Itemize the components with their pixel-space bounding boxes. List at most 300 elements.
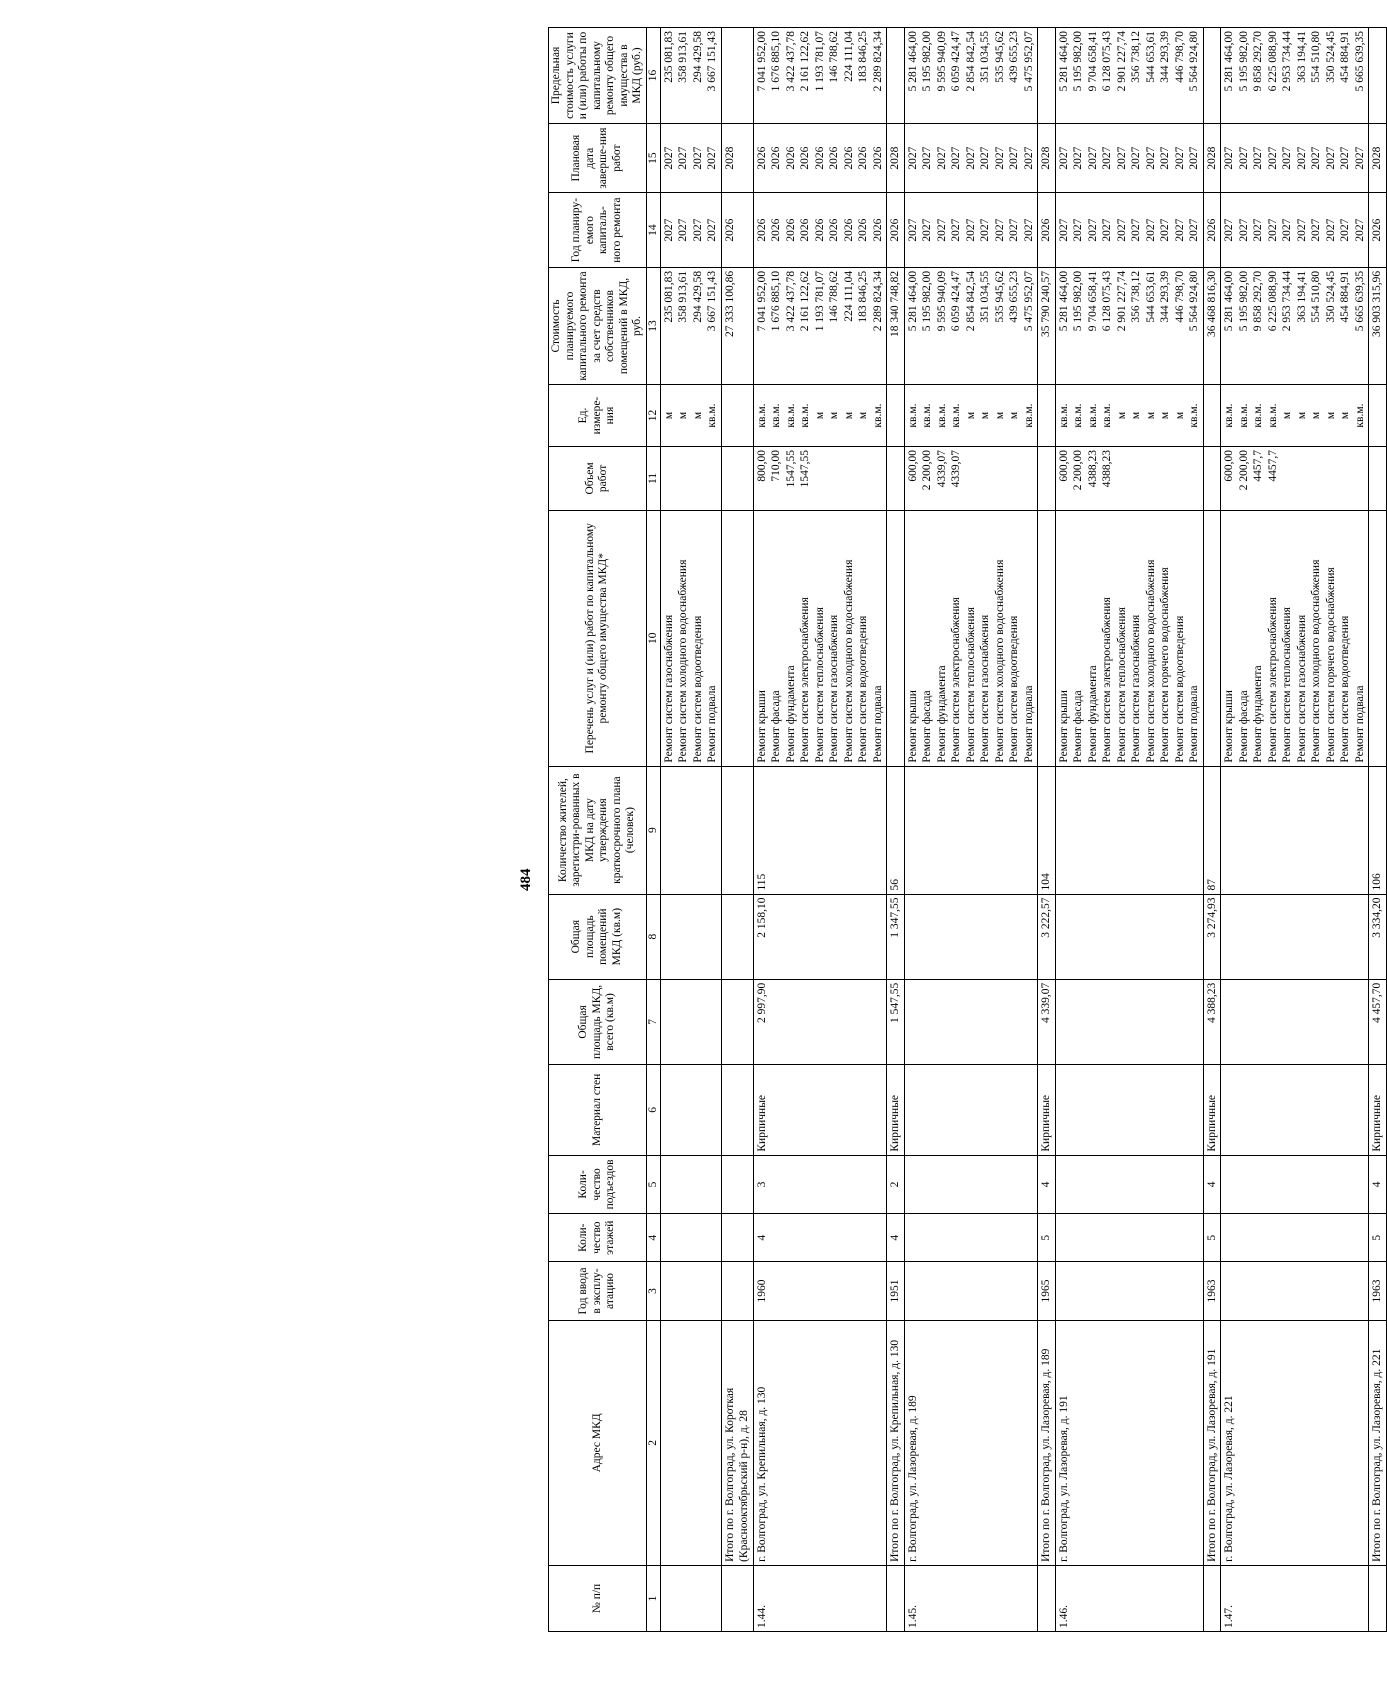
cell-line: Ремонт систем холодного водоснабжения: [1144, 559, 1157, 763]
cell-line: 183 846,25: [857, 270, 869, 323]
year-list: [753, 193, 887, 268]
cell-line: 6 128 075,43: [1101, 270, 1113, 332]
cell-line: м: [964, 411, 977, 420]
cell-line: Ремонт систем электроснабжения: [1101, 597, 1113, 763]
header-cell: № п/п: [549, 1565, 647, 1631]
cell-line: 2027: [921, 146, 933, 170]
cell-line: Ремонт крыши: [1057, 690, 1070, 763]
cell-line: 3 667 151,43: [706, 31, 718, 92]
cell-line: 2027: [677, 146, 689, 170]
cell-line: кв.м.: [1086, 403, 1099, 428]
cell-line: [978, 450, 993, 507]
cell-line: 5 281 464,00: [906, 31, 919, 92]
total-label: Итого по г. Волгоград, ул. Короткая (Краснооктябрьский р-н), д. 28: [721, 1320, 753, 1565]
cell-line: 2027: [1022, 218, 1035, 242]
cell-line: 2 161 122,62: [799, 270, 811, 332]
cost-list: [1055, 267, 1203, 384]
cell-line: [1187, 450, 1202, 507]
cell-line: 2 200,00: [921, 449, 933, 491]
header-cell: Количество жителей, зарегистри-рованных в МКД на дату утверждения краткосрочного плана (человек): [549, 766, 647, 894]
cell-line: 2027: [1339, 146, 1351, 170]
cell-line: 5 281 464,00: [1057, 31, 1070, 92]
cell-line: Ремонт подвала: [1188, 685, 1200, 763]
cell-line: 183 846,25: [857, 31, 869, 83]
volume-list: [1055, 446, 1203, 510]
cell-line: 454 884,91: [1339, 31, 1351, 83]
cell-line: кв.м.: [784, 403, 797, 428]
cell-line: 5 281 464,00: [1223, 31, 1235, 92]
cell-line: 9 858 292,70: [1252, 31, 1264, 92]
cell-line: 2027: [1324, 218, 1337, 242]
cell-line: [1309, 450, 1324, 507]
cell-line: [1353, 450, 1368, 507]
cell-line: 2027: [1144, 218, 1157, 242]
cell-line: 1 193 781,07: [813, 31, 826, 92]
cell-line: 2027: [1115, 218, 1128, 242]
date-list: [1055, 124, 1203, 193]
cell-line: кв.м.: [950, 403, 962, 428]
house-residents: 104: [1038, 766, 1056, 894]
cell-line: 4388,23: [1086, 449, 1099, 488]
cell-line: кв.м.: [1057, 403, 1070, 428]
cell-line: м: [828, 411, 840, 420]
cell-line: 2027: [964, 218, 977, 242]
cell-line: 235 081,83: [662, 270, 675, 323]
cell-line: 454 884,91: [1339, 270, 1351, 323]
house-entrances: 4: [1203, 1155, 1221, 1214]
unit-list: [1221, 385, 1369, 447]
cell-line: 2 289 824,34: [871, 31, 884, 92]
cell-line: 2 854 842,54: [964, 31, 977, 92]
cell-line: 2026: [842, 146, 855, 170]
cell-line: Ремонт систем водоотведения: [1173, 615, 1186, 763]
cell-line: 294 429,58: [691, 31, 704, 83]
house-residents: 106: [1369, 766, 1387, 894]
cell-line: 2027: [662, 218, 675, 242]
cell-line: 5 564 924,80: [1188, 31, 1200, 92]
house-area-total: 1 547,55: [887, 979, 905, 1064]
house-row: [904, 28, 1038, 1632]
house-entrances: 4: [1038, 1155, 1056, 1214]
date-list: [904, 124, 1038, 193]
cell-line: м: [677, 411, 689, 420]
total-date: 2028: [1203, 124, 1221, 193]
cell-line: 2027: [1159, 218, 1171, 242]
cell-line: м: [1310, 411, 1322, 420]
cell-line: 2027: [1281, 218, 1293, 242]
cell-line: Ремонт систем теплоснабжения: [1281, 607, 1293, 763]
cell-line: Ремонт подвала: [871, 685, 884, 763]
work-list: [904, 510, 1038, 766]
year-list: [904, 193, 1038, 268]
cell-line: 600,00: [906, 449, 919, 482]
house-year: 1951: [887, 1262, 905, 1321]
total-year: 2026: [1369, 193, 1387, 268]
total-cost: 18 340 748,82: [887, 267, 905, 384]
house-number: 1.45.: [904, 1565, 1038, 1631]
date-list: [660, 124, 721, 193]
cell-line: 146 788,62: [828, 270, 840, 323]
cell-line: 5 195 982,00: [1072, 270, 1084, 332]
col-number: 15: [646, 124, 660, 193]
house-entrances: 4: [1369, 1155, 1387, 1214]
house-material: Кирпичные: [1369, 1065, 1387, 1156]
cell-line: 358 913,61: [677, 31, 689, 83]
house-year: 1963: [1203, 1262, 1221, 1321]
cost-list: [904, 267, 1038, 384]
cell-line: 4339,07: [935, 449, 948, 488]
cell-line: 544 653,61: [1144, 270, 1157, 323]
cell-line: кв.м.: [935, 403, 948, 428]
cell-line: 710,00: [770, 449, 782, 482]
column-number-row: [646, 28, 660, 1632]
cell-line: Ремонт систем теплоснабжения: [1115, 607, 1128, 763]
cell-line: 235 081,83: [662, 31, 675, 83]
cell-line: 2027: [1310, 218, 1322, 242]
cell-line: м: [1008, 411, 1020, 420]
house-area-total: 4 339,07: [1038, 979, 1056, 1064]
cell-line: 344 293,39: [1159, 270, 1171, 323]
cell-line: 5 195 982,00: [1237, 31, 1250, 92]
cell-line: 2 953 734,44: [1281, 31, 1293, 92]
cell-line: 6 225 088,90: [1266, 31, 1279, 92]
table-row: [660, 28, 721, 1632]
header-cell: Адрес МКД: [549, 1320, 647, 1565]
cell-line: 3 422 437,78: [784, 31, 797, 92]
cell-line: 1547,55: [784, 449, 797, 488]
cell-line: 2027: [1223, 146, 1235, 170]
header-cell: Общая площадь МКД, всего (кв.м): [549, 979, 647, 1064]
cell-line: 2027: [1223, 218, 1235, 242]
volume-list: [1221, 446, 1369, 510]
capital-repair-table: [548, 27, 1387, 1632]
cell-line: 2027: [677, 218, 689, 242]
cell-line: 2027: [1324, 146, 1337, 170]
cell-line: м: [1339, 411, 1351, 420]
cell-line: [871, 450, 886, 507]
house-year: 1963: [1369, 1262, 1387, 1321]
total-row: [1038, 28, 1056, 1632]
house-year: 1960: [753, 1262, 887, 1321]
total-row: [887, 28, 905, 1632]
cell-line: 350 524,45: [1324, 31, 1337, 83]
work-list: [1221, 510, 1369, 766]
cell-line: 5 665 639,35: [1353, 31, 1366, 92]
work-list: [753, 510, 887, 766]
header-cell: Год планиру-емого капиталь-ного ремонта: [549, 193, 647, 268]
cell-line: кв.м.: [706, 403, 718, 428]
cell-line: кв.м.: [921, 403, 933, 428]
limit-list: [1055, 28, 1203, 124]
cell-line: 7 041 952,00: [755, 270, 768, 332]
year-list: [660, 193, 721, 268]
cell-line: 5 564 924,80: [1188, 270, 1200, 332]
cell-line: м: [1295, 411, 1308, 420]
cell-line: 5 195 982,00: [921, 270, 933, 332]
cell-line: 5 665 639,35: [1353, 270, 1366, 332]
cell-line: 351 034,55: [979, 270, 991, 323]
cell-line: 2027: [921, 218, 933, 242]
cell-line: м: [979, 411, 991, 420]
total-year: 2026: [721, 193, 753, 268]
house-area-rooms: 3 222,57: [1038, 894, 1056, 979]
cell-line: Ремонт фасада: [1072, 690, 1084, 763]
cell-line: 2027: [1008, 146, 1020, 170]
cell-line: 535 945,62: [993, 270, 1006, 323]
cell-line: Ремонт фундамента: [1086, 665, 1099, 763]
cell-line: м: [813, 411, 826, 420]
house-floors: 4: [753, 1214, 887, 1262]
cell-line: 446 798,70: [1173, 31, 1186, 83]
cell-line: 2027: [1159, 146, 1171, 170]
house-floors: 4: [887, 1214, 905, 1262]
cell-line: 2027: [993, 146, 1006, 170]
cell-line: 2027: [1086, 146, 1099, 170]
cell-line: Ремонт систем теплоснабжения: [813, 607, 826, 763]
cell-line: Ремонт подвала: [1022, 685, 1035, 763]
cell-line: 358 913,61: [677, 270, 689, 323]
cell-line: кв.м.: [1072, 403, 1084, 428]
cell-line: 2027: [706, 218, 718, 242]
cell-line: [1144, 450, 1159, 507]
unit-list: [904, 385, 1038, 447]
cell-line: 9 595 940,09: [935, 270, 948, 332]
cell-line: 2027: [1173, 146, 1186, 170]
cell-line: 2027: [1101, 146, 1113, 170]
house-row: [1055, 28, 1203, 1632]
total-row: [1203, 28, 1221, 1632]
cell-line: [1007, 450, 1022, 507]
cell-line: 224 111,04: [842, 31, 855, 82]
cell-line: кв.м.: [1252, 403, 1264, 428]
cell-line: 294 429,58: [691, 270, 704, 323]
cell-line: 2027: [1266, 218, 1279, 242]
header-cell: Коли-чество этажей: [549, 1214, 647, 1262]
cell-line: кв.м.: [1022, 403, 1035, 428]
cell-line: Ремонт систем газоснабжения: [1130, 614, 1142, 763]
total-cost: 36 468 816,30: [1203, 267, 1221, 384]
unit-list: [660, 385, 721, 447]
cell-line: 2027: [979, 218, 991, 242]
cell-line: 2 901 227,74: [1115, 270, 1128, 332]
cell-line: [856, 450, 871, 507]
cell-line: Ремонт систем газоснабжения: [828, 614, 840, 763]
cell-line: 2027: [1022, 146, 1035, 170]
house-material: Кирпичные: [887, 1065, 905, 1156]
house-residents: 87: [1203, 766, 1221, 894]
cell-line: 2027: [1144, 146, 1157, 170]
house-address: г. Волгоград, ул. Лазоревая, д. 191: [1055, 1320, 1203, 1565]
cell-line: м: [1324, 411, 1337, 420]
cell-line: 5 195 982,00: [1237, 270, 1250, 332]
cell-line: м: [1281, 411, 1293, 420]
col-number: 8: [646, 894, 660, 979]
cell-line: 2027: [706, 146, 718, 170]
col-number: 7: [646, 979, 660, 1064]
total-year: 2026: [1038, 193, 1056, 268]
cell-line: Ремонт фундамента: [784, 665, 797, 763]
cell-line: м: [691, 411, 704, 420]
cell-line: 446 798,70: [1173, 270, 1186, 323]
cell-line: 2026: [755, 218, 768, 242]
cell-line: 5 475 952,07: [1022, 270, 1035, 332]
cell-line: кв.м.: [1188, 403, 1200, 428]
cell-line: 2026: [857, 146, 869, 170]
cell-line: 2 901 227,74: [1115, 31, 1128, 92]
cell-line: [993, 450, 1008, 507]
house-year: 1965: [1038, 1262, 1056, 1321]
cell-line: Ремонт систем холодного водоснабжения: [993, 559, 1006, 763]
unit-list: [1055, 385, 1203, 447]
cell-line: кв.м.: [906, 403, 919, 428]
cell-line: 2027: [1353, 218, 1366, 242]
cell-line: 6 059 424,47: [950, 270, 962, 332]
col-number: 9: [646, 766, 660, 894]
cell-line: кв.м.: [1266, 403, 1279, 428]
work-list: [660, 510, 721, 766]
cell-line: кв.м.: [755, 403, 768, 428]
cell-line: 4457,7: [1266, 449, 1279, 482]
cell-line: 2027: [1072, 146, 1084, 170]
cell-line: 363 194,41: [1295, 270, 1308, 323]
limit-list: [1221, 28, 1369, 124]
house-area-total: 4 457,70: [1369, 979, 1387, 1064]
header-cell: Коли-чество подъездов: [549, 1155, 647, 1214]
cell-line: Ремонт крыши: [906, 690, 919, 763]
cell-line: 2027: [1072, 218, 1084, 242]
cell-line: 6 128 075,43: [1101, 31, 1113, 92]
cell-line: 7 041 952,00: [755, 31, 768, 92]
cell-line: кв.м.: [1353, 403, 1366, 428]
cell-line: 2027: [1115, 146, 1128, 170]
cell-line: 2027: [1266, 146, 1279, 170]
cell-line: м: [1159, 411, 1171, 420]
cell-line: Ремонт систем газоснабжения: [979, 614, 991, 763]
col-number: 16: [646, 28, 660, 124]
cell-line: 554 510,80: [1310, 31, 1322, 83]
cell-line: [1173, 450, 1188, 507]
cell-line: 2 200,00: [1072, 449, 1084, 491]
cell-line: 2027: [1281, 146, 1293, 170]
limit-list: [904, 28, 1038, 124]
cell-line: 6 225 088,90: [1266, 270, 1279, 332]
cell-line: 2026: [770, 146, 782, 170]
house-row: [753, 28, 887, 1632]
header-cell: Общая площадь помещений МКД (кв.м): [549, 894, 647, 979]
col-number: 1: [646, 1565, 660, 1631]
cell-line: 2 200,00: [1237, 449, 1250, 491]
volume-list: [904, 446, 1038, 510]
cell-line: 2027: [1101, 218, 1113, 242]
house-area-rooms: 1 347,55: [887, 894, 905, 979]
cell-line: 9 858 292,70: [1252, 270, 1264, 332]
house-address: г. Волгоград, ул. Крепильная, д. 130: [753, 1320, 887, 1565]
house-floors: 5: [1038, 1214, 1056, 1262]
cell-line: 224 111,04: [842, 270, 855, 322]
cost-list: [1221, 267, 1369, 384]
cell-line: 2026: [813, 218, 826, 242]
house-area-rooms: 3 334,20: [1369, 894, 1387, 979]
cell-line: [1129, 450, 1144, 507]
cell-line: Ремонт фасада: [770, 690, 782, 763]
cell-line: 2027: [1295, 218, 1308, 242]
total-year: 2026: [887, 193, 905, 268]
col-number: 13: [646, 267, 660, 384]
house-number: 1.46.: [1055, 1565, 1203, 1631]
cell-line: 9 595 940,09: [935, 31, 948, 92]
house-residents: 115: [753, 766, 887, 894]
cell-line: м: [662, 411, 675, 420]
cell-line: 2 953 734,44: [1281, 270, 1293, 332]
cell-line: 146 788,62: [828, 31, 840, 83]
house-floors: 5: [1203, 1214, 1221, 1262]
total-row: [1369, 28, 1387, 1632]
volume-list: [753, 446, 887, 510]
cell-line: кв.м.: [799, 403, 811, 428]
house-entrances: 3: [753, 1155, 887, 1214]
cell-line: 3 422 437,78: [784, 270, 797, 332]
cell-line: 2027: [1057, 218, 1070, 242]
cell-line: 2027: [1086, 218, 1099, 242]
house-number: 1.47.: [1221, 1565, 1369, 1631]
cell-line: 344 293,39: [1159, 31, 1171, 83]
cell-line: 2026: [871, 218, 884, 242]
cell-line: 2027: [935, 146, 948, 170]
cell-line: 554 510,80: [1310, 270, 1322, 323]
cell-line: Ремонт систем электроснабжения: [799, 597, 811, 763]
header-cell: Материал стен: [549, 1065, 647, 1156]
cell-line: 600,00: [1223, 449, 1235, 482]
cell-line: м: [857, 411, 869, 420]
cell-line: Ремонт систем водоотведения: [1339, 615, 1351, 763]
cell-line: 5 281 464,00: [1223, 270, 1235, 332]
cell-line: Ремонт фундамента: [1252, 665, 1264, 763]
year-list: [1055, 193, 1203, 268]
cell-line: кв.м.: [770, 403, 782, 428]
cell-line: 2026: [828, 218, 840, 242]
limit-list: [753, 28, 887, 124]
house-material: Кирпичные: [1203, 1065, 1221, 1156]
col-number: 6: [646, 1065, 660, 1156]
house-area-total: 2 997,90: [753, 979, 887, 1064]
cell-line: Ремонт систем газоснабжения: [662, 614, 675, 763]
cell-line: 2027: [906, 146, 919, 170]
cell-line: Ремонт систем холодного водоснабжения: [842, 559, 855, 763]
date-list: [1221, 124, 1369, 193]
total-date: 2028: [1369, 124, 1387, 193]
total-date: 2028: [721, 124, 753, 193]
cell-line: 2026: [871, 146, 884, 170]
cell-line: Ремонт фундамента: [935, 665, 948, 763]
cell-line: м: [1144, 411, 1157, 420]
total-label: Итого по г. Волгоград, ул. Крепильная, д. 130: [887, 1320, 905, 1565]
date-list: [753, 124, 887, 193]
cell-line: Ремонт подвала: [706, 685, 718, 763]
cell-line: [1338, 450, 1353, 507]
cell-line: 2 854 842,54: [964, 270, 977, 332]
cell-line: 2026: [799, 146, 811, 170]
header-cell: Предельная стоимость услуги и (или) работы по капитальному ремонту общего имущества в МКД (руб.): [549, 28, 647, 124]
header-cell: Ед. измере-ния: [549, 385, 647, 447]
cell-line: [964, 450, 979, 507]
cell-line: 9 704 658,41: [1086, 270, 1099, 332]
cell-line: [1324, 450, 1339, 507]
total-cost: 36 903 315,96: [1369, 267, 1387, 384]
house-row: [1221, 28, 1369, 1632]
cell-line: 2027: [993, 218, 1006, 242]
cell-line: Ремонт систем водоотведения: [691, 615, 704, 763]
total-date: 2028: [887, 124, 905, 193]
